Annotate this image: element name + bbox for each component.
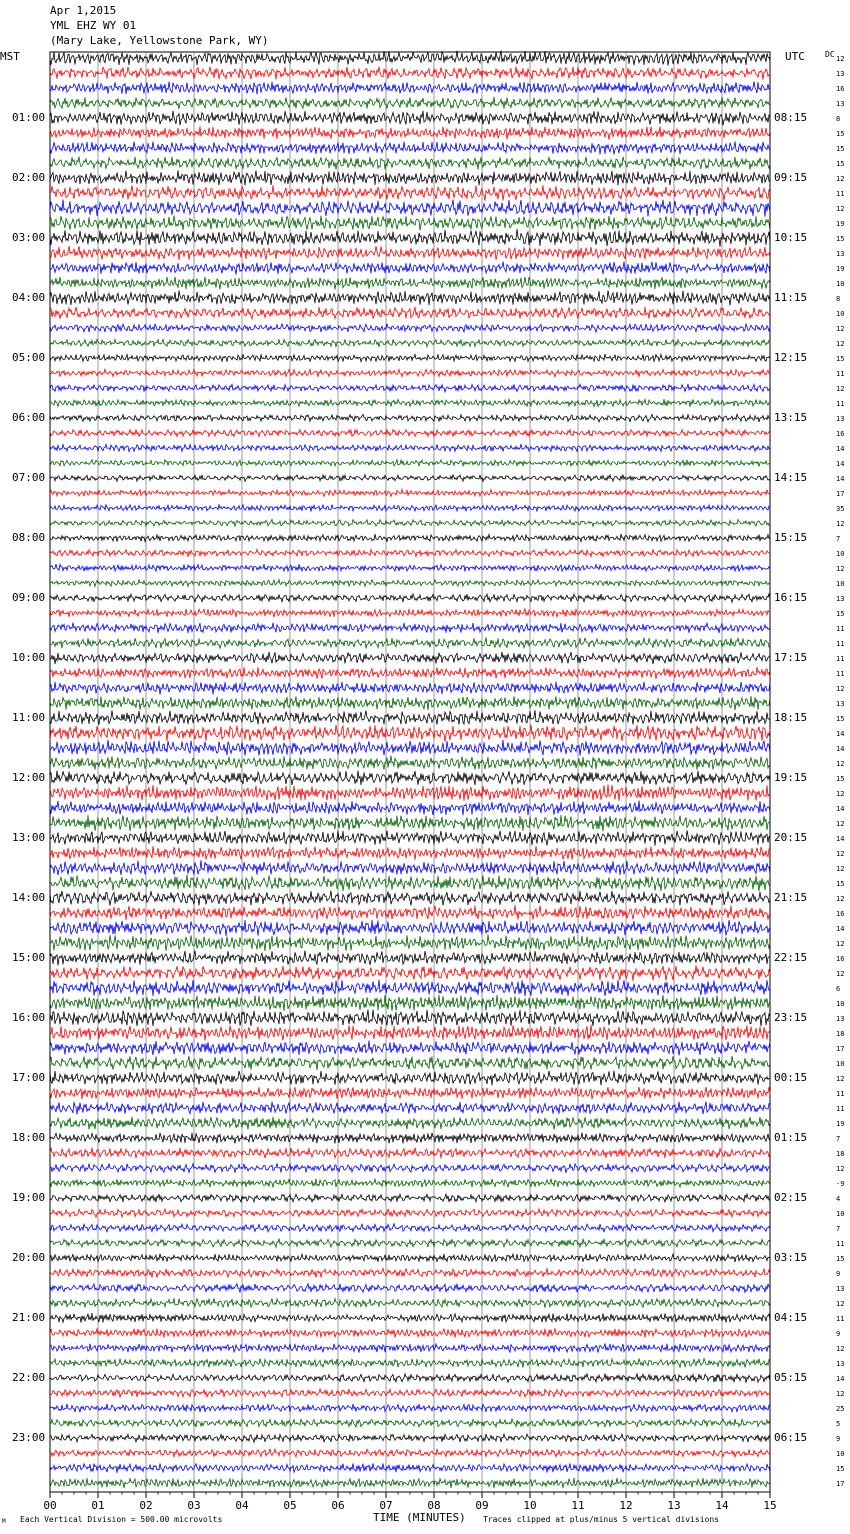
dc-offset-label: 12 xyxy=(836,520,845,528)
trace-line xyxy=(50,594,770,602)
dc-offset-label: 10 xyxy=(836,580,845,588)
right-hour-label: 15:15 xyxy=(774,531,808,544)
trace-line xyxy=(50,1010,770,1027)
trace-line xyxy=(50,460,770,467)
trace-line xyxy=(50,324,770,332)
left-hour-label: 10:00 xyxy=(12,651,46,664)
trace-line xyxy=(50,1298,770,1308)
dc-offset-label: 9 xyxy=(836,1270,841,1278)
trace-line xyxy=(50,1389,770,1398)
dc-offset-label: 16 xyxy=(836,430,845,438)
trace-line xyxy=(50,200,770,217)
trace-line xyxy=(50,1359,770,1368)
trace-line xyxy=(50,667,770,679)
date-label: Apr 1,2015 xyxy=(50,4,117,17)
trace-line xyxy=(50,399,770,407)
left-hour-label: 07:00 xyxy=(12,471,46,484)
dc-offset-label: 35 xyxy=(836,505,845,513)
trace-line xyxy=(50,771,770,786)
dc-offset-label: 16 xyxy=(836,910,845,918)
trace-line xyxy=(50,1163,770,1173)
dc-offset-label: 15 xyxy=(836,235,845,243)
station-label: YML EHZ WY 01 xyxy=(50,19,137,32)
right-hour-label: 14:15 xyxy=(774,471,808,484)
trace-line xyxy=(50,157,770,170)
trace-line xyxy=(50,1328,770,1337)
trace-line xyxy=(50,935,770,952)
dc-offset-label: 8 xyxy=(836,115,841,123)
trace-line xyxy=(50,1478,770,1488)
x-tick-label: 13 xyxy=(667,1499,681,1512)
right-hour-label: 11:15 xyxy=(774,291,808,304)
dc-offset-label: 11 xyxy=(836,640,845,648)
trace-line xyxy=(50,830,770,845)
right-hour-label: 08:15 xyxy=(774,111,808,124)
trace-line xyxy=(50,756,770,770)
dc-offset-label: 7 xyxy=(836,535,841,543)
x-tick-label: 07 xyxy=(379,1499,393,1512)
dc-offset-label: 12 xyxy=(836,1075,845,1083)
dc-offset-label: 18 xyxy=(836,1030,845,1038)
dc-offset-label: 16 xyxy=(836,85,845,93)
trace-line xyxy=(50,67,770,80)
trace-line xyxy=(50,489,770,496)
x-tick-label: 04 xyxy=(235,1499,249,1512)
dc-offset-label: 13 xyxy=(836,1015,845,1023)
right-timezone-label: UTC xyxy=(785,50,805,63)
right-hour-label: 12:15 xyxy=(774,351,808,364)
trace-line xyxy=(50,951,770,966)
trace-line xyxy=(50,1194,770,1202)
dc-offset-label: 12 xyxy=(836,55,845,63)
left-hour-label: 04:00 xyxy=(12,291,46,304)
trace-line xyxy=(50,1025,770,1041)
dc-offset-label: 10 xyxy=(836,1000,845,1008)
right-hour-label: 10:15 xyxy=(774,231,808,244)
dc-offset-label: 12 xyxy=(836,1165,845,1173)
trace-line xyxy=(50,891,770,906)
dc-offset-label: 12 xyxy=(836,325,845,333)
right-hour-label: 09:15 xyxy=(774,171,808,184)
left-hour-label: 17:00 xyxy=(12,1071,46,1084)
dc-offset-label: 9 xyxy=(836,1435,841,1443)
dc-offset-label: 7 xyxy=(836,1225,841,1233)
left-hour-label: 21:00 xyxy=(12,1311,46,1324)
trace-line xyxy=(50,339,770,347)
trace-line xyxy=(50,905,770,920)
trace-line xyxy=(50,1087,770,1099)
trace-line xyxy=(50,1117,770,1130)
dc-offset-label: 12 xyxy=(836,790,845,798)
trace-line xyxy=(50,216,770,231)
x-tick-label: 14 xyxy=(715,1499,729,1512)
left-hour-label: 19:00 xyxy=(12,1191,46,1204)
trace-line xyxy=(50,710,770,725)
trace-line xyxy=(50,860,770,875)
trace-line xyxy=(50,580,770,587)
dc-offset-label: 15 xyxy=(836,1465,845,1473)
dc-offset-label: 14 xyxy=(836,1375,845,1383)
dc-offset-label: 12 xyxy=(836,760,845,768)
right-hour-label: 04:15 xyxy=(774,1311,808,1324)
dc-offset-label: 18 xyxy=(836,1150,845,1158)
trace-line xyxy=(50,81,770,94)
right-hour-label: 16:15 xyxy=(774,591,808,604)
right-hour-label: 13:15 xyxy=(774,411,808,424)
trace-line xyxy=(50,414,770,422)
trace-line xyxy=(50,1343,770,1352)
trace-line xyxy=(50,111,770,126)
dc-offset-label: 11 xyxy=(836,400,845,408)
trace-line xyxy=(50,142,770,155)
left-hour-label: 06:00 xyxy=(12,411,46,424)
dc-offset-label: 14 xyxy=(836,460,845,468)
dc-offset-label: 8 xyxy=(836,295,841,303)
dc-offset-label: 14 xyxy=(836,805,845,813)
dc-offset-label: 15 xyxy=(836,355,845,363)
dc-offset-label: 12 xyxy=(836,895,845,903)
trace-line xyxy=(50,564,770,571)
trace-line xyxy=(50,652,770,664)
left-hour-label: 03:00 xyxy=(12,231,46,244)
trace-line xyxy=(50,549,770,557)
dc-offset-label: 10 xyxy=(836,550,845,558)
dc-offset-label: 14 xyxy=(836,925,845,933)
left-hour-label: 11:00 xyxy=(12,711,46,724)
dc-offset-label: 14 xyxy=(836,730,845,738)
left-hour-label: 05:00 xyxy=(12,351,46,364)
dc-offset-label: 12 xyxy=(836,205,845,213)
dc-offset-label: 12 xyxy=(836,565,845,573)
dc-offset-label: 17 xyxy=(836,1045,845,1053)
dc-offset-label: 9 xyxy=(836,1330,841,1338)
trace-line xyxy=(50,980,770,996)
right-hour-label: 00:15 xyxy=(774,1071,808,1084)
dc-offset-label: 12 xyxy=(836,175,845,183)
trace-line xyxy=(50,740,770,756)
x-tick-label: 01 xyxy=(91,1499,105,1512)
x-tick-label: 06 xyxy=(331,1499,345,1512)
right-hour-label: 03:15 xyxy=(774,1251,808,1264)
left-hour-label: 12:00 xyxy=(12,771,46,784)
dc-offset-label: 19 xyxy=(836,1120,845,1128)
dc-offset-label: 10 xyxy=(836,280,845,288)
trace-line xyxy=(50,126,770,139)
trace-line xyxy=(50,875,770,892)
dc-offset-label: 11 xyxy=(836,1315,845,1323)
trace-line xyxy=(50,1179,770,1188)
trace-line xyxy=(50,1133,770,1144)
dc-offset-label: 6 xyxy=(836,985,841,993)
x-tick-label: 08 xyxy=(427,1499,441,1512)
right-hour-label: 18:15 xyxy=(774,711,808,724)
x-tick-label: 09 xyxy=(475,1499,489,1512)
trace-line xyxy=(50,1254,770,1263)
right-hour-label: 02:15 xyxy=(774,1191,808,1204)
trace-line xyxy=(50,623,770,633)
dc-offset-label: 11 xyxy=(836,670,845,678)
left-hour-label: 09:00 xyxy=(12,591,46,604)
trace-line xyxy=(50,1463,770,1472)
x-tick-label: 12 xyxy=(619,1499,633,1512)
left-hour-label: 15:00 xyxy=(12,951,46,964)
trace-line xyxy=(50,277,770,290)
dc-offset-label: 12 xyxy=(836,1390,845,1398)
dc-offset-label: 13 xyxy=(836,415,845,423)
dc-offset-label: 13 xyxy=(836,700,845,708)
dc-offset-label: 10 xyxy=(836,1450,845,1458)
trace-line xyxy=(50,920,770,936)
x-tick-label: 10 xyxy=(523,1499,537,1512)
trace-line xyxy=(50,638,770,649)
left-hour-label: 23:00 xyxy=(12,1431,46,1444)
trace-line xyxy=(50,1239,770,1248)
left-hour-label: 20:00 xyxy=(12,1251,46,1264)
dc-offset-label: 12 xyxy=(836,850,845,858)
trace-line xyxy=(50,1284,770,1293)
trace-line xyxy=(50,384,770,392)
right-hour-label: 19:15 xyxy=(774,771,808,784)
dc-offset-label: 19 xyxy=(836,265,845,273)
dc-offset-label: 13 xyxy=(836,100,845,108)
trace-line xyxy=(50,609,770,618)
left-hour-label: 16:00 xyxy=(12,1011,46,1024)
trace-line xyxy=(50,1071,770,1086)
trace-line xyxy=(50,246,770,260)
trace-line xyxy=(50,185,770,200)
dc-offset-label: 17 xyxy=(836,490,845,498)
clip-note: Traces clipped at plus/minus 5 vertical divisions xyxy=(483,1515,720,1524)
dc-offset-label: 17 xyxy=(836,1480,845,1488)
trace-line xyxy=(50,815,770,831)
x-axis-label: TIME (MINUTES) xyxy=(373,1511,466,1524)
x-tick-label: 15 xyxy=(763,1499,777,1512)
trace-line xyxy=(50,475,770,482)
trace-line xyxy=(50,1102,770,1115)
dc-offset-label: 11 xyxy=(836,1240,845,1248)
dc-offset-label: 12 xyxy=(836,1300,845,1308)
dc-offset-label: 13 xyxy=(836,1360,845,1368)
dc-offset-label: 14 xyxy=(836,745,845,753)
dc-offset-label: 11 xyxy=(836,370,845,378)
dc-offset-label: 12 xyxy=(836,340,845,348)
trace-line xyxy=(50,1404,770,1412)
trace-line xyxy=(50,229,770,247)
right-hour-label: 05:15 xyxy=(774,1371,808,1384)
trace-line xyxy=(50,696,770,710)
dc-offset-label: 13 xyxy=(836,250,845,258)
left-hour-label: 22:00 xyxy=(12,1371,46,1384)
trace-line xyxy=(50,1209,770,1218)
trace-line xyxy=(50,1449,770,1458)
right-hour-label: 17:15 xyxy=(774,651,808,664)
dc-offset-label: 10 xyxy=(836,1210,845,1218)
dc-offset-label: 11 xyxy=(836,655,845,663)
trace-line xyxy=(50,369,770,377)
dc-offset-label: 15 xyxy=(836,145,845,153)
trace-line xyxy=(50,1041,770,1056)
right-hour-label: 22:15 xyxy=(774,951,808,964)
x-tick-label: 05 xyxy=(283,1499,297,1512)
dc-offset-label: 12 xyxy=(836,385,845,393)
dc-offset-label: 13 xyxy=(836,595,845,603)
trace-line xyxy=(50,519,770,526)
dc-offset-label: -9 xyxy=(836,1180,845,1188)
dc-offset-label: 13 xyxy=(836,1285,845,1293)
dc-offset-label: 14 xyxy=(836,475,845,483)
dc-offset-label: 10 xyxy=(836,1060,845,1068)
dc-offset-label: 15 xyxy=(836,715,845,723)
trace-line xyxy=(50,995,770,1011)
dc-offset-label: 12 xyxy=(836,970,845,978)
footer-mark: M xyxy=(2,1518,6,1525)
dc-offset-label: 5 xyxy=(836,1420,841,1428)
dc-offset-label: 14 xyxy=(836,835,845,843)
dc-offset-label: 11 xyxy=(836,625,845,633)
trace-line xyxy=(50,1056,770,1070)
dc-offset-label: 13 xyxy=(836,70,845,78)
trace-line xyxy=(50,801,770,816)
trace-line xyxy=(50,505,770,512)
dc-offset-label: 25 xyxy=(836,1405,845,1413)
right-hour-label: 21:15 xyxy=(774,891,808,904)
left-hour-label: 18:00 xyxy=(12,1131,46,1144)
trace-line xyxy=(50,170,770,185)
dc-offset-label: 14 xyxy=(836,445,845,453)
dc-offset-label: 10 xyxy=(836,310,845,318)
right-hour-label: 06:15 xyxy=(774,1431,808,1444)
left-hour-label: 01:00 xyxy=(12,111,46,124)
dc-offset-label: 11 xyxy=(836,190,845,198)
dc-offset-label: 15 xyxy=(836,775,845,783)
trace-line xyxy=(50,97,770,109)
trace-line xyxy=(50,429,770,437)
x-axis-ticks xyxy=(43,1492,776,1512)
right-hour-label: 01:15 xyxy=(774,1131,808,1144)
left-hour-label: 13:00 xyxy=(12,831,46,844)
trace-line xyxy=(50,682,770,695)
trace-line xyxy=(50,307,770,319)
left-hour-label: 02:00 xyxy=(12,171,46,184)
trace-line xyxy=(50,725,770,742)
right-hour-label: 20:15 xyxy=(774,831,808,844)
trace-line xyxy=(50,785,770,801)
trace-line xyxy=(50,290,770,305)
scale-note: Each Vertical Division = 500.00 microvolts xyxy=(20,1515,223,1524)
dc-offset-label: 12 xyxy=(836,865,845,873)
left-hour-label: 14:00 xyxy=(12,891,46,904)
dc-offset-label: 4 xyxy=(836,1195,841,1203)
dc-offset-label: 15 xyxy=(836,130,845,138)
dc-offset-label: 19 xyxy=(836,220,845,228)
x-tick-label: 03 xyxy=(187,1499,201,1512)
x-tick-label: 00 xyxy=(43,1499,57,1512)
left-hour-label: 08:00 xyxy=(12,531,46,544)
seismic-traces xyxy=(50,51,844,1489)
trace-line xyxy=(50,1373,770,1382)
dc-offset-label: 12 xyxy=(836,1345,845,1353)
trace-line xyxy=(50,1224,770,1233)
trace-line xyxy=(50,1313,770,1323)
trace-line xyxy=(50,1419,770,1427)
left-timezone-label: MST xyxy=(0,50,20,63)
dc-offset-label: 11 xyxy=(836,1105,845,1113)
dc-offset-label: 11 xyxy=(836,1090,845,1098)
dc-offset-label: 15 xyxy=(836,610,845,618)
trace-line xyxy=(50,1148,770,1159)
trace-line xyxy=(50,1434,770,1442)
dc-offset-label: 7 xyxy=(836,1135,841,1143)
trace-line xyxy=(50,1268,770,1277)
dc-offset-label: 16 xyxy=(836,955,845,963)
trace-line xyxy=(50,354,770,362)
trace-line xyxy=(50,965,770,981)
trace-line xyxy=(50,444,770,452)
dc-label: DC xyxy=(825,50,835,59)
dc-offset-label: 15 xyxy=(836,160,845,168)
dc-offset-label: 15 xyxy=(836,1255,845,1263)
trace-line xyxy=(50,534,770,542)
dc-offset-label: 12 xyxy=(836,820,845,828)
trace-line xyxy=(50,51,770,66)
trace-line xyxy=(50,262,770,275)
right-hour-label: 23:15 xyxy=(774,1011,808,1024)
trace-line xyxy=(50,846,770,860)
dc-offset-label: 12 xyxy=(836,685,845,693)
dc-offset-label: 15 xyxy=(836,880,845,888)
dc-offset-label: 12 xyxy=(836,940,845,948)
location-label: (Mary Lake, Yellowstone Park, WY) xyxy=(50,34,269,47)
x-tick-label: 02 xyxy=(139,1499,153,1512)
x-tick-label: 11 xyxy=(571,1499,585,1512)
